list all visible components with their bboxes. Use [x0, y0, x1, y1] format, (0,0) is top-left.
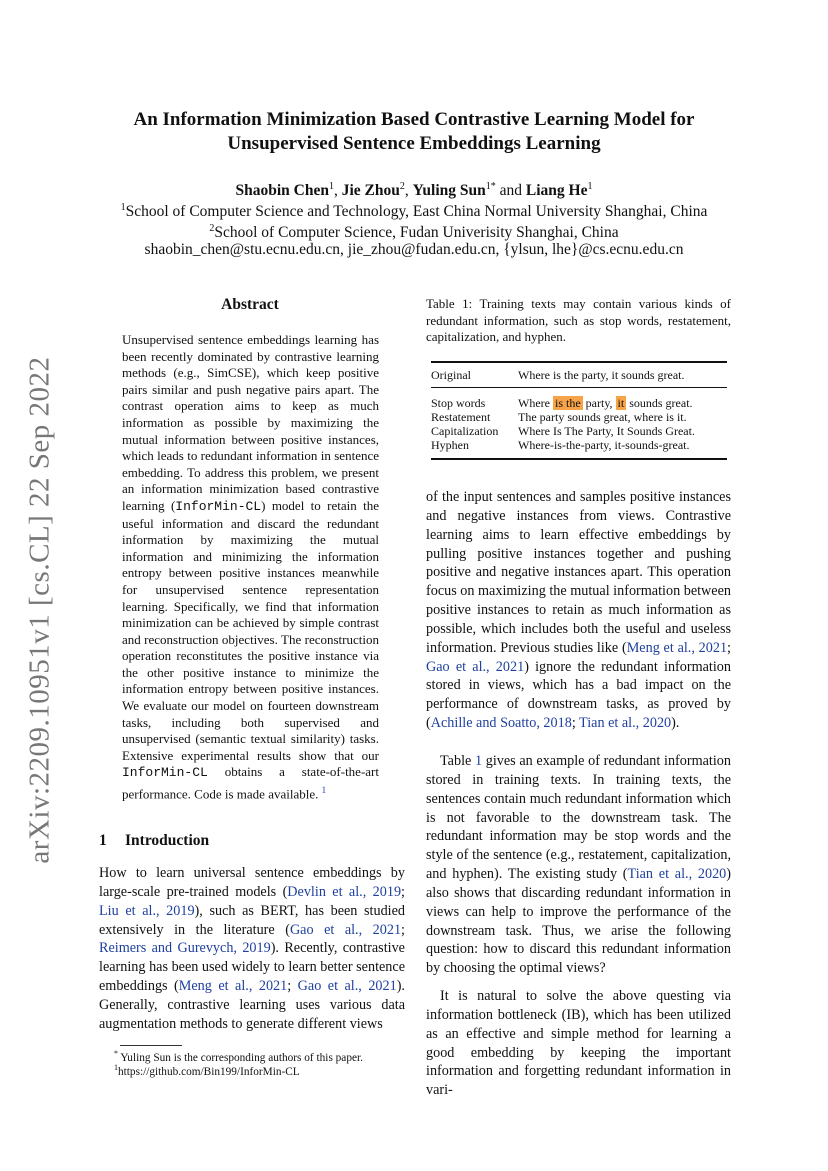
citation-link[interactable]: Gao et al., 2021 [297, 978, 397, 995]
table-cell-text: Where-is-the-party, it-sounds-great. [518, 438, 690, 452]
plain-word: Where [518, 396, 550, 410]
author-affil-mark: 2 [399, 181, 405, 192]
table-cell-text: The party sounds great, where is it. [518, 410, 687, 424]
plain-word: party, [585, 396, 613, 410]
title-line-2: Unsupervised Sentence Embeddings Learning [227, 133, 601, 154]
footnote-mark: * [114, 1049, 118, 1058]
affil-text: School of Computer Science, Fudan Univerisity Shanghai, China [214, 224, 619, 242]
section-title: Introduction [125, 832, 210, 849]
body-text: of the input sentences and samples positive instances and negative instances from views. Contrastive learning aims to learn effective embeddings by pulling positive instances together and pushing positive and negative instances apart. This operation focus on maximizing the mutual information between positive instances to retain as much information as possible, which includes both the useful and useless information. Previous studies like ( [426, 489, 731, 656]
affil-text: School of Computer Science and Technology, East China Normal University Shanghai, China [125, 203, 708, 221]
table-cell-label: Hyphen [431, 438, 469, 452]
paper-title [60, 108, 768, 156]
author-name: Jie Zhou [341, 182, 400, 200]
body-text: ; [287, 978, 298, 995]
table-cell-text: Where is the party, it sounds great. [518, 368, 685, 382]
body-text: ) also shows that discarding redundant information in views can help to improve the performance of the downstream task. Thus, we arise the following question: how to discard this redundant information by choosing the optimal views? [426, 866, 731, 977]
model-name: InforMin-CL [175, 498, 262, 514]
author-affil-mark: 1* [485, 181, 496, 192]
body-text: ) ignore the redundant information stored in views, which has a bad impact on the performance of downstream tasks, as proved by ( [426, 658, 731, 732]
plain-word: sounds great. [629, 396, 693, 410]
body-text: ; [401, 883, 405, 900]
abstract-text: obtains a state-of-the-art performance. Code is made available. [122, 764, 379, 802]
abstract-text: Unsupervised sentence embeddings learning has been recently dominated by contrastive learning methods (e.g., SimCSE), which keep positive pairs similar and push negative pairs apart. The contrast operation aims to keep as much information as possible by maximizing the mutual information between positive instances, which leads to redundant information in sentence embedding. To address this problem, we present an information minimization based contrastive learning ( [122, 332, 379, 513]
citation-link[interactable]: Meng et al., 2021 [626, 639, 728, 656]
arxiv-identifier-text: arXiv:2209.10951v1 [cs.CL] 22 Sep 2022 [23, 356, 56, 864]
body-text: ; [727, 639, 731, 656]
footnote-url[interactable]: https://github.com/Bin199/InforMin-CL [118, 1065, 300, 1078]
footnote-text: Yuling Sun is the corresponding authors of this paper. [120, 1051, 363, 1064]
author-emails: shaobin_chen@stu.ecnu.edu.cn, jie_zhou@fudan.edu.cn, {ylsun, lhe}@cs.ecnu.edu.cn [144, 241, 684, 258]
footnote-rule [120, 1045, 182, 1046]
body-paragraph: It is natural to solve the above questing via information bottleneck (IB), which has been utilized as an effective and simple method for learning a good embedding by keeping the important information and forgetting redundant information in vari- [426, 988, 731, 1099]
citation-link[interactable]: Meng et al., 2021 [178, 978, 288, 995]
author-affil-mark: 1 [329, 181, 334, 192]
table-row [431, 410, 727, 424]
abstract-heading: Abstract [221, 296, 279, 313]
body-text: ), such as BERT, has been studied extensively in the literature ( [99, 902, 405, 938]
table-row [431, 424, 727, 438]
body-text: gives an example of redundant information stored in training texts. In training texts, the sentences contain much redundant information which is not favorable to the downstream task. The redundant information may be stop words and the style of the sentence (e.g., restatement, capitalization, and hyphen). The existing study ( [426, 753, 731, 883]
body-text: How to learn universal sentence embeddings by large-scale pre-trained models ( [99, 865, 405, 900]
body-text: ; [401, 921, 405, 938]
citation-link[interactable]: Reimers and Gurevych, 2019 [99, 940, 271, 957]
intro-paragraph [99, 864, 405, 1034]
body-text: ; [571, 715, 580, 732]
table-row [431, 362, 727, 388]
footnote-link[interactable]: 1 [321, 785, 327, 796]
author-name: Liang He [525, 182, 588, 200]
highlighted-stopword: is the [554, 396, 581, 410]
citation-link[interactable]: Tian et al., 2020 [579, 715, 672, 732]
body-text: Table [440, 753, 475, 769]
body-text: ). Generally, contrastive learning uses various data augmentation methods to generate different views [99, 978, 405, 1032]
table-cell-label: Restatement [431, 410, 491, 424]
author-list: Shaobin Chen$^1$, Jie Zhou$^2$, Yuling Sun$^{1*}$ and Liang He$^1$ [235, 181, 593, 200]
redundancy-table [431, 361, 727, 460]
table-row [431, 438, 727, 459]
footnote-code-link [114, 1061, 414, 1079]
title-line-1: An Information Minimization Based Contrastive Learning Model for [133, 109, 695, 130]
table-cell-label: Original [431, 368, 471, 382]
section-heading-introduction [99, 832, 209, 850]
table-caption: Table 1: Training texts may contain various kinds of redundant information, such as stop words, restatement, capitalization, and hyphen. [426, 296, 731, 345]
section-number: 1 [99, 832, 107, 849]
author-name: Shaobin Chen [235, 182, 329, 200]
table-cell-text: Where Is The Party, It Sounds Great. [518, 424, 695, 438]
citation-link[interactable]: Devlin et al., 2019 [287, 883, 402, 900]
citation-link[interactable]: Gao et al., 2021 [289, 921, 402, 938]
table-cell-label: Capitalization [431, 424, 499, 438]
citation-link[interactable]: Achille and Soatto, 2018 [430, 715, 572, 732]
citation-link[interactable]: Tian et al., 2020 [627, 866, 727, 883]
body-text: ). Recently, contrastive learning has been used widely to learn better sentence embeddings ( [99, 940, 405, 995]
affil-mark: 1 [120, 202, 126, 213]
table-row [431, 388, 727, 411]
body-paragraph [426, 488, 731, 733]
author-affil-mark: 1 [587, 181, 593, 192]
arxiv-identifier-sidebar [17, 350, 63, 870]
citation-link[interactable]: Gao et al., 2021 [426, 658, 525, 675]
model-name: InforMin-CL [122, 765, 208, 781]
footnote-mark: 1 [114, 1063, 118, 1072]
author-name: Yuling Sun [412, 182, 486, 200]
body-paragraph [426, 752, 731, 978]
author-conjunction: and [499, 182, 523, 200]
citation-link[interactable]: Liu et al., 2019 [99, 902, 195, 919]
abstract-text: ) model to retain the useful information and discard the redundant information by maximizing the mutual information and minimizing the information entropy between positive instances meanwhile for unsupervised sentence representation learning. Specifically, we find that information minimization can be achieved by simple contrast and reconstruction objectives. The reconstruction operation reconstitutes the positive instance via the other positive instance to minimize the information entropy between positive instances. We evaluate our model on fourteen downstream tasks, including both supervised and unsupervised (semantic textual similarity) tasks. Extensive experimental results show that our [122, 497, 379, 763]
affil-mark: 2 [209, 223, 215, 234]
table-ref-link[interactable]: 1 [474, 753, 483, 769]
highlighted-stopword: it [617, 396, 625, 410]
abstract-body [122, 332, 379, 803]
table-cell-text [518, 388, 727, 411]
body-text: ). [671, 715, 680, 732]
table-cell-label: Stop words [431, 396, 486, 410]
